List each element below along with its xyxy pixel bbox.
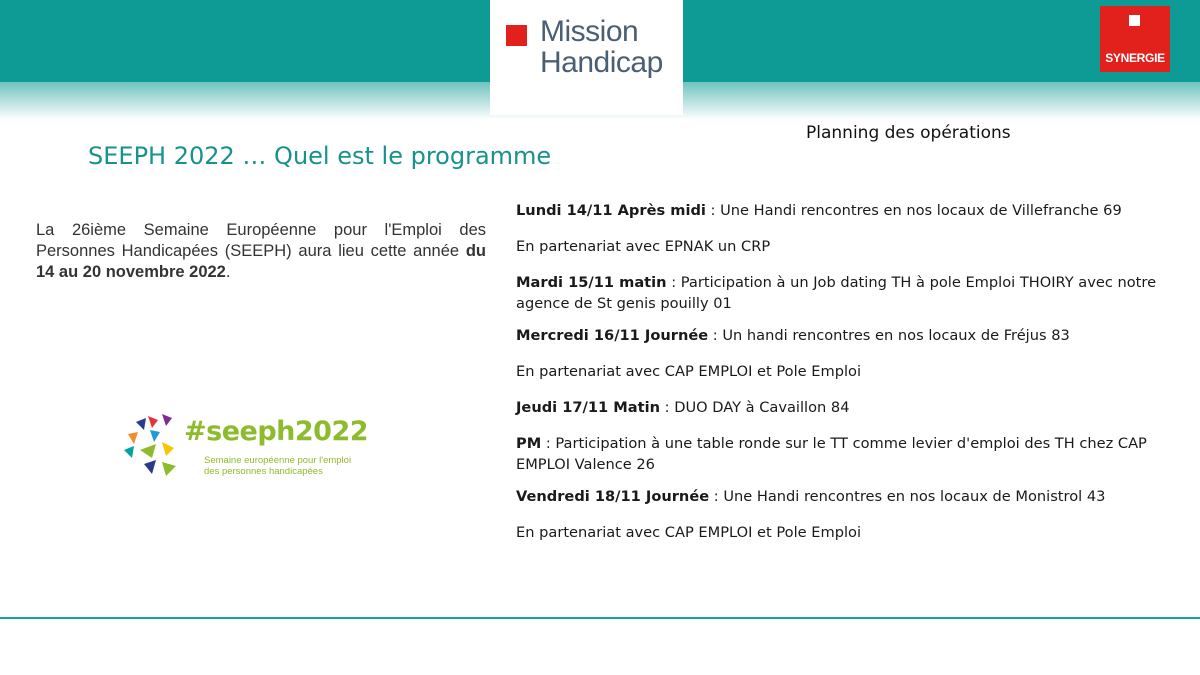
planning-item-text: En partenariat avec CAP EMPLOI et Pole Emploi [516, 524, 862, 541]
planning-item-day: Mardi 15/11 matin [516, 274, 667, 291]
planning-item-day: Lundi 14/11 Après midi [516, 202, 706, 219]
planning-item-text: : Participation à une table ronde sur le TT comme levier d'emploi des TH chez CAP EMPLOI Valence 26 [516, 435, 1147, 473]
planning-item-text: En partenariat avec EPNAK un CRP [516, 238, 771, 255]
planning-item-day: Jeudi 17/11 Matin [516, 399, 661, 416]
seeph-sub-line2: des personnes handicapées [204, 466, 323, 477]
planning-list [516, 200, 1176, 543]
footer-divider [0, 617, 1200, 619]
seeph-hashtag: #seeph2022 [184, 416, 369, 447]
planning-item-day: Vendredi 18/11 Journée [516, 488, 710, 505]
slide-title: SEEPH 2022 … Quel est le programme [88, 142, 552, 170]
logo-line2: Handicap [540, 46, 663, 79]
planning-item [516, 397, 1176, 418]
synergie-logo [1100, 6, 1170, 72]
planning-item [516, 522, 1176, 543]
planning-item [516, 200, 1176, 221]
seeph-logo [122, 412, 382, 484]
planning-item [516, 486, 1176, 507]
planning-item-text: En partenariat avec CAP EMPLOI et Pole Emploi [516, 363, 862, 380]
white-square-icon [1129, 15, 1140, 26]
planning-item-text: : Participation à un Job dating TH à pole Emploi THOIRY avec notre agence de St genis pouilly 01 [516, 274, 1157, 312]
mission-handicap-logo [490, 0, 683, 115]
seeph-sub-line1: Semaine européenne pour l'emploi [204, 455, 352, 466]
seeph-star-icon [122, 412, 186, 484]
logo-line1: Mission [540, 15, 639, 48]
planning-item-day: Mercredi 16/11 Journée [516, 327, 709, 344]
planning-item [516, 361, 1176, 382]
red-square-icon [506, 25, 527, 46]
planning-item-day: PM [516, 435, 542, 452]
synergie-label: SYNERGIE [1105, 51, 1165, 65]
planning-item [516, 272, 1176, 314]
intro-text: La 26ième Semaine Européenne pour l'Emploi des Personnes Handicapées (SEEPH) aura lieu cette année [36, 221, 486, 260]
planning-title: Planning des opérations [806, 123, 1011, 143]
planning-item [516, 433, 1176, 475]
planning-item [516, 325, 1176, 346]
planning-item [516, 236, 1176, 257]
planning-item-text: : Une Handi rencontres en nos locaux de Monistrol 43 [709, 488, 1106, 505]
planning-item-text: : DUO DAY à Cavaillon 84 [660, 399, 850, 416]
planning-item-text: : Une Handi rencontres en nos locaux de Villefranche 69 [705, 202, 1122, 219]
planning-item-text: : Un handi rencontres en nos locaux de Fréjus 83 [708, 327, 1070, 344]
intro-paragraph [36, 220, 486, 283]
intro-dates: du 14 au 20 novembre 2022 [36, 242, 486, 281]
intro-end: . [225, 263, 231, 281]
